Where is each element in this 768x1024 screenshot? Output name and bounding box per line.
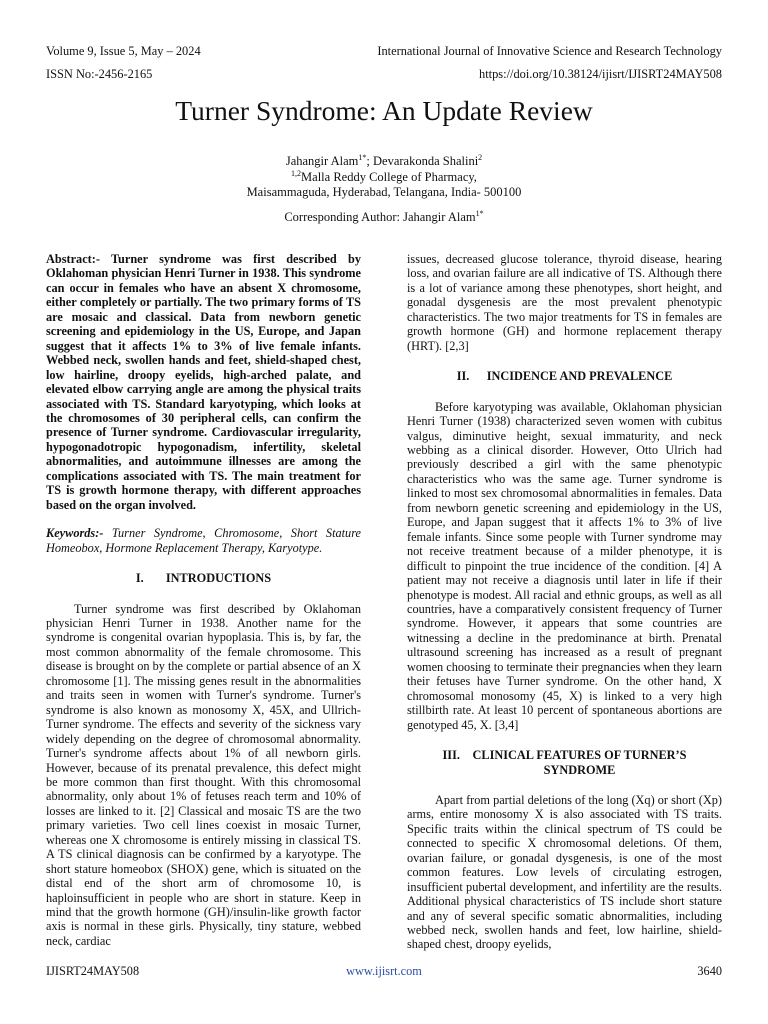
author-1: Jahangir Alam [285, 154, 359, 168]
section-title: INTRODUCTIONS [165, 571, 272, 586]
volume-issue: Volume 9, Issue 5, May – 2024 [46, 44, 201, 58]
footer-article-id: IJISRT24MAY508 [46, 964, 140, 978]
clinical-features-text: Apart from partial deletions of the long (Xq) or short (Xp) arms, entire monosomy X is also associated with TS traits. Specific traits within the clinical spectrum of TS could be connected to specific X chromosomal deletions. Of them, ovarian failure, or gonadal dysgenesis, is one of the most common features. Low levels of circulating estrogen, insufficient pubertal development, and infertility are the results. Additional physical characteristics of TS include short stature and any of several specific somatic abnormalities, including webbed neck, swollen hands and feet, low hairline, shield-shaped chest, droopy eyelids, [407, 792, 722, 952]
introduction-continued: issues, decreased glucose tolerance, thyroid disease, hearing loss, and ovarian failure are all indicative of TS. Although there is a lot of variance among these phenotypes, short height, and gonadal dysgenesis are the most prevalent phenotypic characteristics. The two major treatments for TS in females are growth hormone (GH) and hormone replacement therapy (HRT). [2,3] [407, 252, 722, 353]
incidence-text: Before karyotyping was available, Oklahoman physician Henri Turner (1938) characterized seven women with cubitus valgus, diminutive height, sexual immaturity, and neck webbing as a clinical disorder. However, Otto Ulrich had previously described a girl with the same phenotypic characteristics who was the same age. Turner syndrome is linked to most sex chromosomal abnormalities in females. Data from newborn genetic screening and epidemiology in the US, Europe, and Japan suggest that it affects 1% to 3% of live female infants. Since some people with Turner syndrome may not receive treatment because of a milder phenotype, it is difficult to pinpoint the true incidence of the condition. [4] A patient may not receive a diagnosis until later in life if their phenotype is modest. All racial and ethnic groups, as well as all countries, have a comparatively consistent frequency of Turner syndrome. However, it appears that some countries are witnessing a decline in the predominance at birth. Prenatal ultrasound screening has increased as a result of pregnant women choosing to terminate their pregnancies when they learn their fetuses have Turner syndrome. On the other hand, X chromosomal monosomy (45, X) is linked to a very high stillbirth rate. At least 10 percent of spontaneous abortions are genotyped 45, X. [3,4] [407, 399, 722, 732]
corresponding-author [0, 210, 768, 226]
author-1-sup: 1* [358, 152, 367, 162]
corresponding-text: Corresponding Author: Jahangir Alam [284, 210, 476, 224]
section-number: I. [135, 571, 144, 586]
corresponding-sup: 1* [475, 208, 484, 218]
section-title-line1: CLINICAL FEATURES OF TURNER’S [472, 748, 687, 763]
journal-name: International Journal of Innovative Science and Research Technology [377, 44, 722, 58]
section-heading-2 [407, 369, 722, 383]
right-column [407, 252, 722, 952]
section-title [473, 748, 687, 777]
section-heading-3 [407, 748, 722, 777]
page-number: 3640 [697, 964, 722, 978]
keywords [46, 526, 361, 555]
section-number: III. [442, 748, 460, 763]
section-heading-1 [46, 571, 361, 585]
introduction-text: Turner syndrome was first described by Oklahoman physician Henri Turner in 1938. Another name for the syndrome is congenital ovarian hypoplasia. This is, by far, the most common abnormality of the female chromosome. This disease is brought on by the complete or partial absence of an X chromosome [1]. The missing genes result in the abnormalities and traits seen in women with Turner's syndrome. Turner's syndrome is also known as monosomy X, 45X, and Ullrich-Turner syndrome. The effects and severity of the sickness vary widely depending on the degree of chromosomal abnormality. Turner's syndrome affects about 1% of all newborn girls. However, because of its prenatal prevalence, this defect might be more common than first thought. With this chromosomal abnormality, only about 1% of fetuses reach term and 10% of losses are linked to it. [2] Classical and mosaic TS are the two primary varieties. Two cell lines coexist in mosaic Turner, whereas one X chromosome is entirely missing in classical TS. A TS clinical diagnosis can be confirmed by a karyotype. The short stature homeobox (SHOX) gene, which is situated on the distal end of the short arm of chromosome 10, is haploinsufficient in people who are short in stature. Keep in mind that the growth hormone (GH)/insulin-like growth factor axis is normal in these girls. Physically, tiny stature, webbed neck, cardiac [46, 601, 361, 948]
keywords-label: Keywords:- [46, 526, 104, 541]
affiliation-text: Malla Reddy College of Pharmacy, [301, 169, 477, 184]
author-line [0, 154, 768, 170]
affil-sup: 1,2 [291, 168, 302, 178]
doi-link[interactable]: https://doi.org/10.38124/ijisrt/IJISRT24MAY508 [479, 67, 722, 81]
section-number: II. [456, 369, 470, 384]
author-block [0, 154, 768, 201]
paper-title: Turner Syndrome: An Update Review [175, 95, 593, 126]
author-2-sup: 2 [478, 152, 483, 162]
issn: ISSN No:-2456-2165 [46, 67, 153, 81]
section-title-line2: SYNDROME [543, 762, 616, 777]
affiliation-line-2: Maisammaguda, Hyderabad, Telangana, India- 500100 [246, 185, 522, 200]
abstract: Abstract:- Turner syndrome was first described by Oklahoman physician Henri Turner in 1938. This syndrome can occur in females who have an absent X chromosome, either completely or partially. The two primary forms of TS are mosaic and classical. Data from newborn genetic screening and epidemiology in the US, Europe, and Japan suggest that it affects 1% to 3% of live female infants. Webbed neck, swollen hands and feet, shield-shaped chest, low hairline, droopy eyelids, high-arched palate, and elevated elbow carrying angle are among the physical traits associated with TS. Standard karyotyping, which looks at the chromosomes of 30 peripheral cells, can confirm the presence of Turner syndrome. Cardiovascular irregularity, hypogonadotropic hypogonadism, infertility, skeletal abnormalities, and autoimmune illnesses are among the complications associated with TS. The main treatment for TS is growth hormone therapy, with different approaches based on the organ involved. [46, 252, 361, 512]
section-title: INCIDENCE AND PREVALENCE [486, 369, 673, 384]
affiliation-line-1 [0, 170, 768, 186]
keywords-text: Turner Syndrome, Chromosome, Short Stature Homeobox, Hormone Replacement Therapy, Karyotype. [46, 526, 361, 555]
author-2: ; Devarakonda Shalini [366, 154, 479, 168]
left-column [46, 252, 361, 948]
footer-website-link[interactable]: www.ijisrt.com [346, 964, 422, 978]
